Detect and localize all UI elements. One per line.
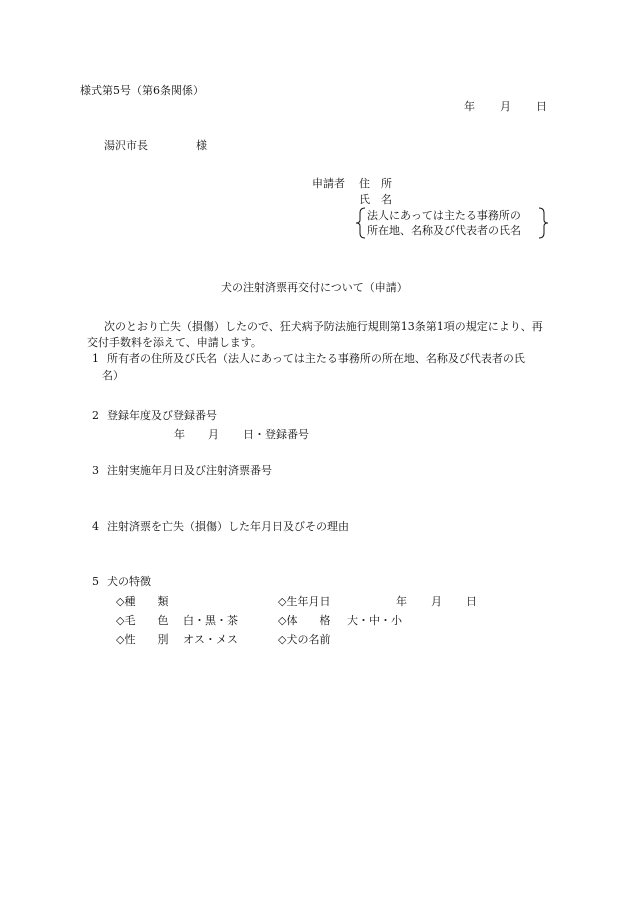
document-title: 犬の注射済票再交付について（申請）	[221, 281, 408, 294]
feature-birth-day: 日	[466, 595, 477, 608]
address-label: 住 所	[359, 177, 392, 190]
item3-number: 3	[92, 464, 99, 477]
item1-label-line2: 名）	[102, 369, 124, 382]
item5-label: 犬の特徴	[107, 575, 151, 588]
addressee-honorific: 様	[196, 139, 207, 152]
addressee-name: 湯沢市長	[104, 139, 148, 152]
name-label: 氏 名	[359, 193, 392, 206]
date-month: 月	[500, 100, 511, 113]
feature-sex-options: オス・メス	[183, 633, 238, 646]
item2-year: 年	[174, 428, 185, 441]
date-year: 年	[464, 100, 475, 113]
feature-birth-year: 年	[396, 595, 407, 608]
feature-sex: ◇性 別	[116, 633, 169, 646]
item2-label: 登録年度及び登録番号	[107, 409, 217, 422]
item5-number: 5	[92, 575, 99, 588]
date-day: 日	[536, 100, 547, 113]
feature-size: ◇体 格	[278, 614, 331, 627]
corporate-note-bracket	[353, 207, 551, 239]
intro-line2: 交付手数料を添えて、申請します。	[87, 336, 262, 349]
feature-birth-month: 月	[431, 595, 442, 608]
item1-label-line1: 所有者の住所及び氏名（法人にあっては主たる事務所の所在地、名称及び代表者の氏	[107, 352, 525, 365]
item4-number: 4	[92, 520, 99, 533]
intro-line1: 次のとおり亡失（損傷）したので、狂犬病予防法施行規則第13条第1項の規定により、再	[104, 320, 543, 333]
corporate-note-line1: 法人にあっては主たる事務所の	[367, 209, 521, 222]
item2-month: 月	[208, 428, 219, 441]
feature-color: ◇毛 色	[116, 614, 169, 627]
form-number: 様式第5号（第6条関係）	[80, 84, 204, 97]
applicant-label: 申請者	[312, 177, 345, 190]
feature-size-options: 大・中・小	[347, 614, 402, 627]
item2-day-regno: 日・登録番号	[243, 428, 309, 441]
feature-kind: ◇種 類	[116, 595, 169, 608]
item2-number: 2	[92, 409, 99, 422]
feature-dog-name: ◇犬の名前	[278, 633, 331, 646]
feature-color-options: 白・黒・茶	[183, 614, 238, 627]
feature-birthdate: ◇生年月日	[278, 595, 331, 608]
item4-label: 注射済票を亡失（損傷）した年月日及びその理由	[107, 520, 349, 533]
item3-label: 注射実施年月日及び注射済票番号	[107, 464, 272, 477]
corporate-note-line2: 所在地、名称及び代表者の氏名	[367, 224, 521, 237]
item1-number: 1	[92, 352, 99, 365]
